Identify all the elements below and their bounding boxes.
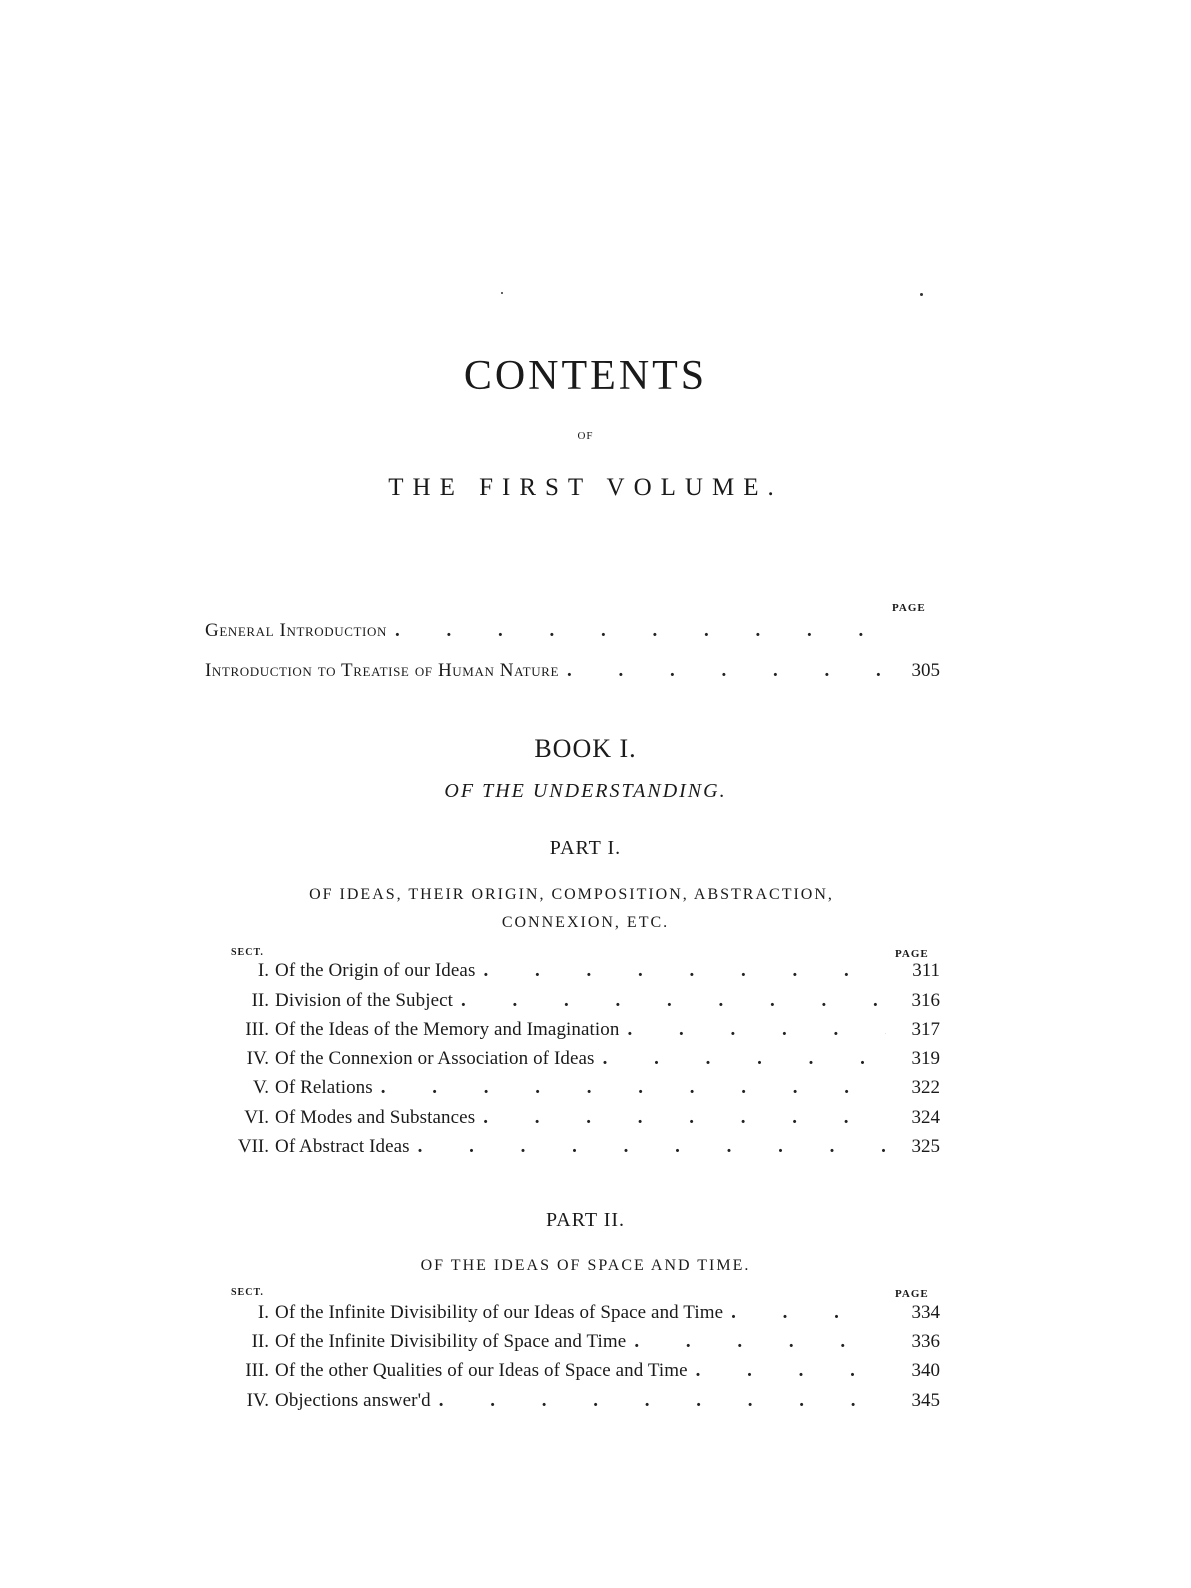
section-title: Of the Infinite Divisibility of our Ideas of Space and Time (275, 1302, 724, 1323)
section-number: V. (252, 1077, 269, 1098)
page-column-label: PAGE (892, 602, 926, 614)
section-number: IV. (246, 1390, 269, 1411)
section-page: 316 (911, 990, 940, 1011)
section-page: 319 (911, 1048, 940, 1069)
section-title: Of Abstract Ideas (275, 1136, 410, 1157)
section-page: 340 (911, 1360, 940, 1381)
toc-section[interactable] (222, 960, 940, 989)
section-page: 322 (911, 1077, 940, 1098)
page-column-label: PAGE (895, 1288, 929, 1300)
toc-section[interactable] (222, 1077, 940, 1106)
toc-section[interactable] (222, 1331, 940, 1360)
toc-entry-general-introduction[interactable] (205, 620, 940, 650)
section-title: Of Modes and Substances (275, 1107, 476, 1128)
section-page: 317 (911, 1019, 940, 1040)
dot-leader (483, 1107, 886, 1129)
toc-section[interactable] (222, 1390, 940, 1419)
section-number: IV. (246, 1048, 269, 1069)
section-title: Of the other Qualities of our Ideas of Space and Time (275, 1360, 688, 1381)
part-subtitle: OF IDEAS, THEIR ORIGIN, COMPOSITION, ABSTRACTION, (309, 886, 834, 903)
section-number: III. (245, 1360, 269, 1381)
page-column-label: PAGE (895, 948, 929, 960)
section-title: Of the Infinite Divisibility of Space and Time (275, 1331, 627, 1352)
toc-entry-introduction-treatise[interactable] (205, 660, 940, 690)
toc-entry-page: 305 (911, 660, 940, 681)
print-speck (501, 292, 503, 294)
section-page: 334 (911, 1302, 940, 1323)
dot-leader (634, 1331, 886, 1353)
section-page: 311 (912, 960, 940, 981)
section-title: Objections answer'd (275, 1390, 431, 1411)
book-title: BOOK I. (534, 734, 637, 763)
section-title: Of Relations (275, 1077, 373, 1098)
section-title: Of the Connexion or Association of Ideas (275, 1048, 595, 1069)
toc-section[interactable] (222, 1048, 940, 1077)
section-page: 324 (911, 1107, 940, 1128)
section-page: 345 (911, 1390, 940, 1411)
dot-leader (418, 1136, 886, 1158)
toc-section[interactable] (222, 1107, 940, 1136)
section-title: Of the Ideas of the Memory and Imagination (275, 1019, 620, 1040)
volume-title: THE FIRST VOLUME. (388, 474, 783, 501)
dot-leader (567, 660, 886, 682)
part-subtitle: CONNEXION, ETC. (501, 914, 670, 931)
section-number: I. (257, 960, 269, 981)
book-subtitle: OF THE UNDERSTANDING. (444, 780, 727, 802)
part-title: PART I. (549, 837, 622, 859)
section-number: VII. (237, 1136, 269, 1157)
toc-section[interactable] (222, 1360, 940, 1389)
sect-column-label: SECT. (231, 1287, 264, 1298)
sect-column-label: SECT. (231, 947, 264, 958)
toc-section[interactable] (222, 1136, 940, 1165)
section-number: VI. (244, 1107, 269, 1128)
dot-leader (731, 1302, 886, 1324)
toc-section[interactable] (222, 990, 940, 1019)
print-speck (920, 293, 923, 296)
page-title: CONTENTS (463, 353, 708, 399)
dot-leader (461, 990, 886, 1012)
section-number: I. (257, 1302, 269, 1323)
toc-section[interactable] (222, 1019, 940, 1048)
dot-leader (439, 1390, 886, 1412)
part-subtitle: OF THE IDEAS OF SPACE AND TIME. (420, 1257, 751, 1274)
part-title: PART II. (545, 1209, 626, 1231)
section-title: Division of the Subject (275, 990, 454, 1011)
section-number: II. (251, 990, 269, 1011)
section-number: III. (245, 1019, 269, 1040)
dot-leader (381, 1077, 886, 1099)
dot-leader (483, 960, 886, 982)
toc-section[interactable] (222, 1302, 940, 1331)
dot-leader (603, 1048, 886, 1070)
dot-leader (628, 1019, 886, 1041)
section-page: 325 (911, 1136, 940, 1157)
dot-leader (696, 1360, 886, 1382)
section-page: 336 (911, 1331, 940, 1352)
section-number: II. (251, 1331, 269, 1352)
toc-entry-title: General Introduction (205, 620, 387, 641)
toc-entry-title: Introduction to Treatise of Human Nature (205, 660, 559, 681)
heading-of: OF (577, 430, 594, 442)
section-title: Of the Origin of our Ideas (275, 960, 476, 981)
dot-leader (395, 620, 886, 642)
